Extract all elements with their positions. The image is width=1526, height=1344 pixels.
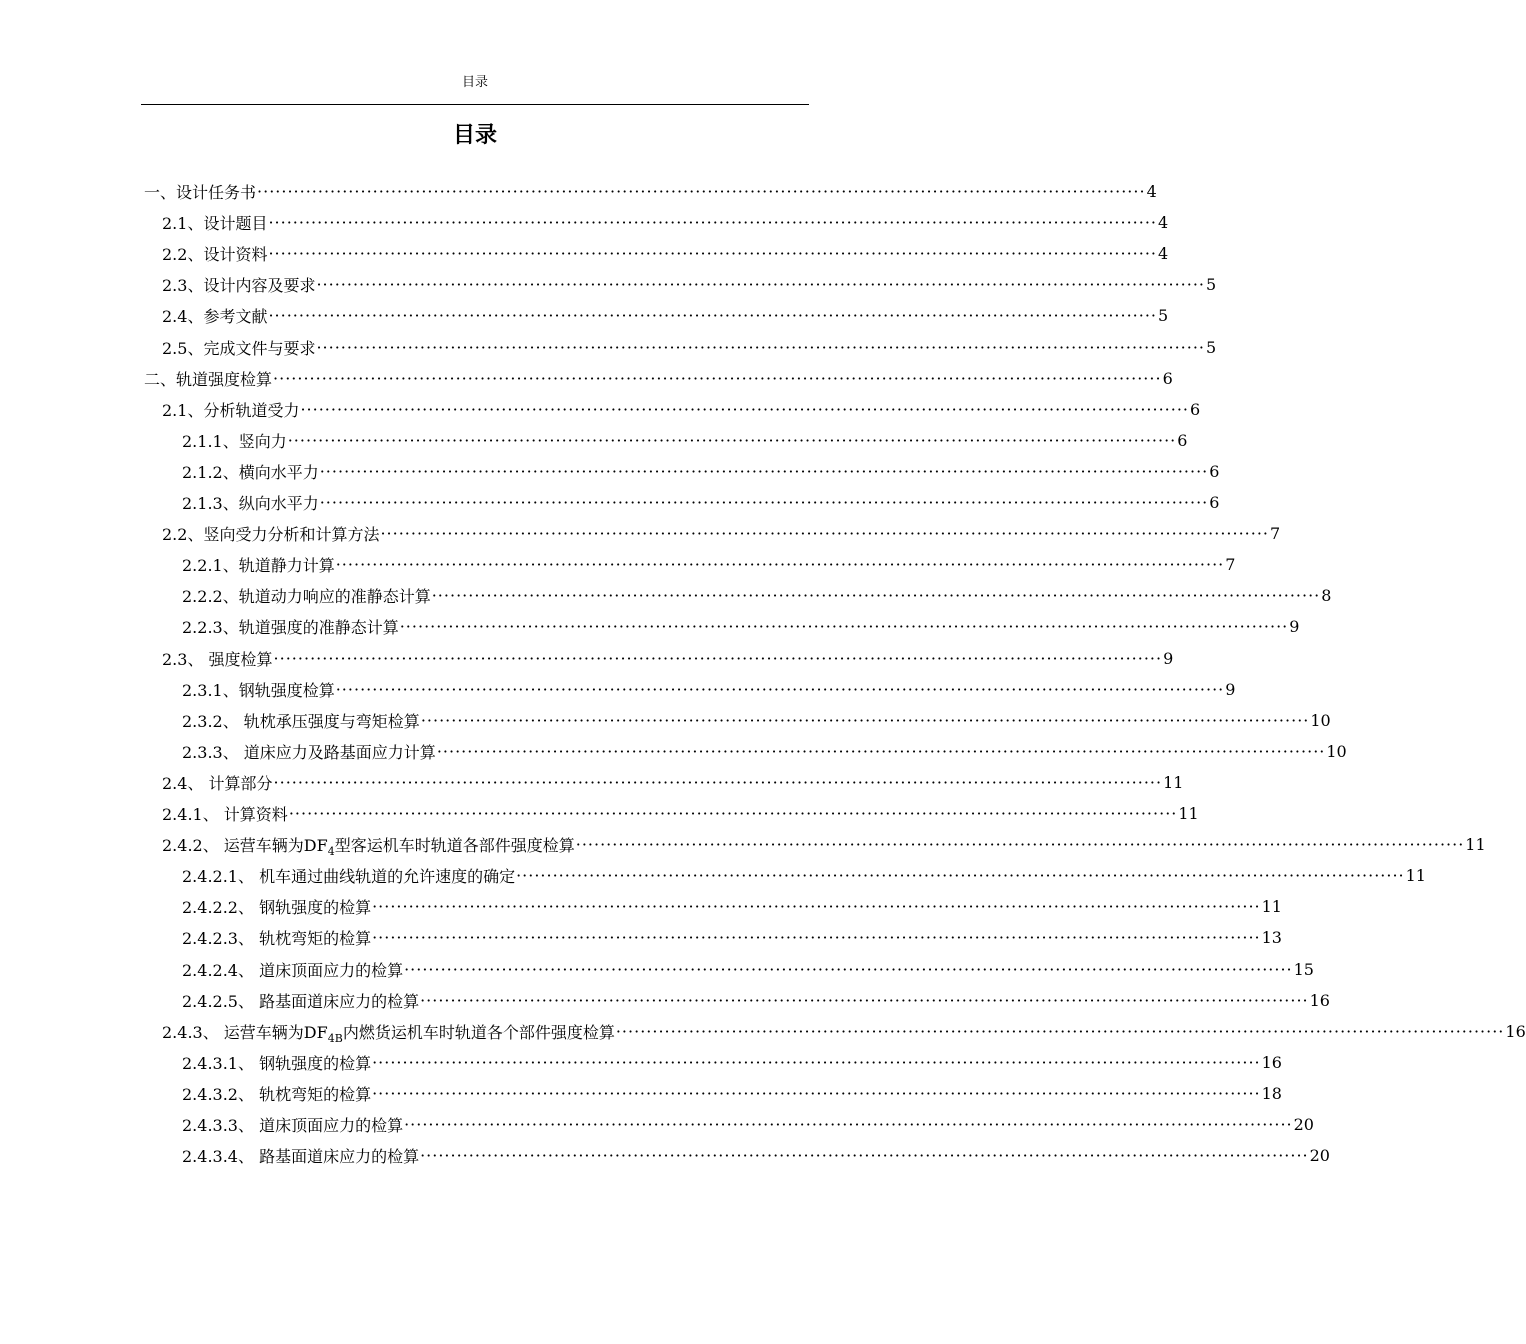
toc-entry-label xyxy=(182,460,319,483)
toc-label-text: 2.4.2.4、 道床顶面应力的检算 xyxy=(182,960,404,980)
toc-entry-label xyxy=(182,678,335,701)
toc-page-number: 4 xyxy=(1146,182,1157,201)
toc-page-number: 5 xyxy=(1206,337,1217,357)
toc-dot-leader: ·················································································································································· xyxy=(273,368,1162,388)
toc-entry[interactable] xyxy=(162,518,1281,549)
page-header: 目录 xyxy=(461,75,488,90)
toc-entry-label xyxy=(182,740,436,763)
toc-label-text: 型客运机车时轨道各部件强度检算 xyxy=(334,836,575,856)
toc-entry[interactable] xyxy=(182,985,1330,1016)
toc-label-text: 2.4.2.3、 轨枕弯矩的检算 xyxy=(182,929,372,949)
toc-dot-leader: ·················································································································································· xyxy=(575,835,1465,855)
toc-entry[interactable] xyxy=(162,394,1201,425)
toc-entry[interactable] xyxy=(182,549,1236,580)
toc-page-number: 13 xyxy=(1261,928,1282,948)
toc-entry-label xyxy=(162,336,315,359)
toc-entry[interactable] xyxy=(162,829,1486,860)
toc-entry[interactable] xyxy=(182,487,1220,518)
toc-entry[interactable] xyxy=(162,300,1169,331)
toc-page-number: 11 xyxy=(1261,897,1282,917)
toc-page-number: 16 xyxy=(1309,990,1330,1010)
toc-dot-leader: ·················································································································································· xyxy=(404,959,1293,979)
toc-label-text: 2.1、设计题目 xyxy=(162,214,268,234)
toc-page-number: 6 xyxy=(1162,368,1173,388)
toc-entry[interactable] xyxy=(182,1047,1282,1078)
toc-dot-leader: ·················································································································································· xyxy=(268,306,1157,326)
toc-page-number: 18 xyxy=(1261,1083,1282,1103)
toc-entry-label xyxy=(162,771,273,794)
toc-page-number: 5 xyxy=(1158,306,1169,326)
toc-dot-leader: ·················································································································································· xyxy=(420,1146,1309,1166)
toc-label-text: 2.3.1、钢轨强度检算 xyxy=(182,680,335,700)
toc-label-text: 2.2.1、轨道静力计算 xyxy=(182,556,335,576)
toc-page-number: 11 xyxy=(1465,835,1486,855)
toc-page-number: 4 xyxy=(1158,244,1169,264)
toc-dot-leader: ·················································································································································· xyxy=(335,679,1225,699)
toc-page-number: 9 xyxy=(1163,648,1174,668)
toc-label-text: 2.3.3、 道床应力及路基面应力计算 xyxy=(182,742,436,762)
toc-label-text: 2.2.3、轨道强度的准静态计算 xyxy=(182,618,399,638)
toc-entry-label xyxy=(144,367,272,390)
toc-entry-label xyxy=(182,709,420,732)
toc-entry[interactable] xyxy=(162,643,1174,674)
toc-entry-label xyxy=(182,926,371,949)
toc-label-text: 2.2、竖向受力分析和计算方法 xyxy=(162,525,380,545)
toc-label-text: 2.4.3.1、 钢轨强度的检算 xyxy=(182,1053,372,1073)
toc-label-text: 2.4、 计算部分 xyxy=(162,773,273,793)
toc-dot-leader: ·················································································································································· xyxy=(380,524,1269,544)
toc-dot-leader: ·················································································································································· xyxy=(257,182,1146,201)
toc-label-text: 2.3、 强度检算 xyxy=(162,649,273,669)
toc-label-text: 2.3、设计内容及要求 xyxy=(162,276,316,296)
toc-page-number: 6 xyxy=(1190,399,1201,419)
toc-entry[interactable] xyxy=(182,860,1426,891)
toc-dot-leader: ·················································································································································· xyxy=(372,928,1261,948)
toc-label-text: 2.4.2、 运营车辆为DF xyxy=(162,836,328,856)
toc-label-text: 2.4.3.2、 轨枕弯矩的检算 xyxy=(182,1084,372,1104)
toc-entry-label xyxy=(162,304,267,327)
toc-dot-leader: ·················································································································································· xyxy=(420,990,1309,1010)
toc-page-number: 4 xyxy=(1158,213,1169,233)
toc-label-text: 内燃货运机车时轨道各个部件强度检算 xyxy=(342,1022,615,1042)
toc-dot-leader: ·················································································································································· xyxy=(316,275,1205,295)
toc-entry[interactable] xyxy=(162,1016,1526,1047)
toc-dot-leader: ·················································································································································· xyxy=(288,804,1178,823)
toc-dot-leader: ·················································································································································· xyxy=(431,586,1321,606)
toc-entry-label xyxy=(182,958,403,981)
toc-dot-leader: ·················································································································································· xyxy=(335,555,1225,575)
toc-dot-leader: ·················································································································································· xyxy=(319,493,1209,512)
page-title: 目录 xyxy=(452,123,497,148)
toc-entry[interactable] xyxy=(162,207,1169,238)
toc-dot-leader: ·················································································································································· xyxy=(273,772,1163,792)
toc-label-subscript: 4B xyxy=(327,1031,343,1045)
toc-dot-leader: ·················································································································································· xyxy=(436,741,1326,761)
toc-page-number: 8 xyxy=(1321,586,1332,606)
toc-label-text: 2.2.2、轨道动力响应的准静态计算 xyxy=(182,587,431,607)
toc-label-text: 2.1.1、竖向力 xyxy=(182,431,287,451)
toc-dot-leader: ·················································································································································· xyxy=(268,244,1157,264)
toc-entry[interactable] xyxy=(182,456,1220,487)
toc-page-number: 16 xyxy=(1505,1021,1526,1041)
toc-entry-label xyxy=(182,1082,371,1105)
toc-entry[interactable] xyxy=(162,332,1217,363)
toc-page-number: 10 xyxy=(1326,741,1347,761)
toc-entry-label xyxy=(182,491,319,514)
toc-entry-label xyxy=(182,1144,419,1167)
header-rule xyxy=(141,104,809,105)
toc-dot-leader: ·················································································································································· xyxy=(372,1052,1261,1072)
toc-entry[interactable] xyxy=(162,269,1217,300)
toc-entry-label xyxy=(162,398,299,421)
toc-entry-label xyxy=(182,895,371,918)
toc-entry-label xyxy=(182,1051,371,1074)
toc-page-number: 20 xyxy=(1309,1146,1330,1166)
toc-entry-label xyxy=(182,989,419,1012)
toc-page-number: 11 xyxy=(1178,804,1199,823)
toc-dot-leader: ·················································································································································· xyxy=(372,1083,1261,1103)
toc-entry[interactable] xyxy=(182,1109,1314,1140)
toc-dot-leader: ·················································································································································· xyxy=(615,1021,1505,1041)
toc-entry[interactable] xyxy=(162,238,1169,269)
toc-entry[interactable] xyxy=(182,1140,1330,1171)
toc-entry[interactable] xyxy=(162,767,1184,798)
toc-entry-label xyxy=(162,522,379,545)
toc-label-text: 2.2、设计资料 xyxy=(162,245,268,265)
toc-entry-label xyxy=(162,833,575,859)
toc-label-text: 2.1、分析轨道受力 xyxy=(162,400,300,420)
toc-entry-label xyxy=(162,647,273,670)
toc-page-number: 6 xyxy=(1209,461,1220,481)
toc-label-text: 2.1.3、纵向水平力 xyxy=(182,494,319,513)
toc-page-number: 20 xyxy=(1293,1115,1314,1134)
toc-entry-label xyxy=(162,242,267,265)
toc-page-number: 7 xyxy=(1225,555,1236,575)
toc-entry-label xyxy=(182,1113,403,1136)
toc-label-text: 2.4.1、 计算资料 xyxy=(162,805,288,824)
toc-dot-leader: ·················································································································································· xyxy=(404,1115,1293,1134)
toc-entry-label xyxy=(162,273,315,296)
toc-dot-leader: ·················································································································································· xyxy=(300,399,1189,419)
toc-entry-label xyxy=(182,615,399,638)
toc-entry-label xyxy=(182,429,287,452)
toc-label-text: 2.4.2.5、 路基面道床应力的检算 xyxy=(182,991,420,1011)
toc-dot-leader: ·················································································································································· xyxy=(316,337,1205,357)
toc-entry-label xyxy=(162,802,288,825)
toc-page-number: 6 xyxy=(1209,493,1220,512)
toc-dot-leader: ·················································································································································· xyxy=(372,897,1261,917)
toc-page-number: 16 xyxy=(1261,1052,1282,1072)
toc-page-number: 10 xyxy=(1310,710,1331,730)
toc-page-number: 9 xyxy=(1225,679,1236,699)
toc-page-number: 7 xyxy=(1270,524,1281,544)
toc-label-text: 2.4.3.4、 路基面道床应力的检算 xyxy=(182,1147,420,1167)
toc-entry-label xyxy=(162,1020,615,1043)
toc-entry[interactable] xyxy=(182,891,1282,922)
toc-entry[interactable] xyxy=(182,580,1332,611)
toc-label-text: 2.4.3、 运营车辆为DF xyxy=(162,1022,328,1042)
toc-entry-label xyxy=(144,180,256,203)
toc-page-number: 15 xyxy=(1293,959,1314,979)
toc-entry[interactable] xyxy=(144,363,1173,394)
toc-label-text: 2.4.2.2、 钢轨强度的检算 xyxy=(182,898,372,918)
toc-dot-leader: ·················································································································································· xyxy=(273,648,1163,668)
toc-dot-leader: ·················································································································································· xyxy=(516,866,1405,886)
toc-dot-leader: ·················································································································································· xyxy=(420,710,1310,730)
toc-entry-label xyxy=(162,211,267,234)
toc-entry[interactable] xyxy=(182,1078,1282,1109)
toc-entry[interactable] xyxy=(162,798,1199,829)
toc-label-subscript: 4 xyxy=(327,845,335,859)
toc-dot-leader: ·················································································································································· xyxy=(268,213,1157,233)
toc-page-number: 11 xyxy=(1163,772,1184,792)
toc-label-text: 2.4.2.1、 机车通过曲线轨道的允许速度的确定 xyxy=(182,867,516,887)
toc-label-text: 2.4.3.3、 道床顶面应力的检算 xyxy=(182,1116,404,1135)
toc-page-number: 5 xyxy=(1206,275,1217,295)
toc-label-text: 2.4、参考文献 xyxy=(162,307,268,327)
toc-entry[interactable] xyxy=(182,611,1300,642)
toc-entry-label xyxy=(182,864,515,887)
toc-entry[interactable] xyxy=(182,922,1282,953)
toc-entry[interactable] xyxy=(182,674,1236,705)
toc-entry[interactable] xyxy=(182,425,1188,456)
toc-label-text: 一、设计任务书 xyxy=(144,183,257,202)
toc-page-number: 9 xyxy=(1289,617,1300,637)
toc-entry[interactable] xyxy=(144,176,1157,207)
toc-entry[interactable] xyxy=(182,736,1347,767)
toc-entry[interactable] xyxy=(182,954,1314,985)
toc-page-number: 6 xyxy=(1177,430,1188,450)
toc-label-text: 二、轨道强度检算 xyxy=(144,369,273,389)
toc-entry[interactable] xyxy=(182,705,1331,736)
toc-label-text: 2.1.2、横向水平力 xyxy=(182,462,319,482)
toc-page-number: 11 xyxy=(1405,866,1426,886)
toc-entry-label xyxy=(182,584,431,607)
toc-label-text: 2.3.2、 轨枕承压强度与弯矩检算 xyxy=(182,711,420,731)
toc-dot-leader: ·················································································································································· xyxy=(399,617,1289,637)
toc-dot-leader: ·················································································································································· xyxy=(319,461,1209,481)
toc-label-text: 2.5、完成文件与要求 xyxy=(162,338,316,358)
toc-dot-leader: ·················································································································································· xyxy=(287,430,1177,450)
toc-entry-label xyxy=(182,553,335,576)
